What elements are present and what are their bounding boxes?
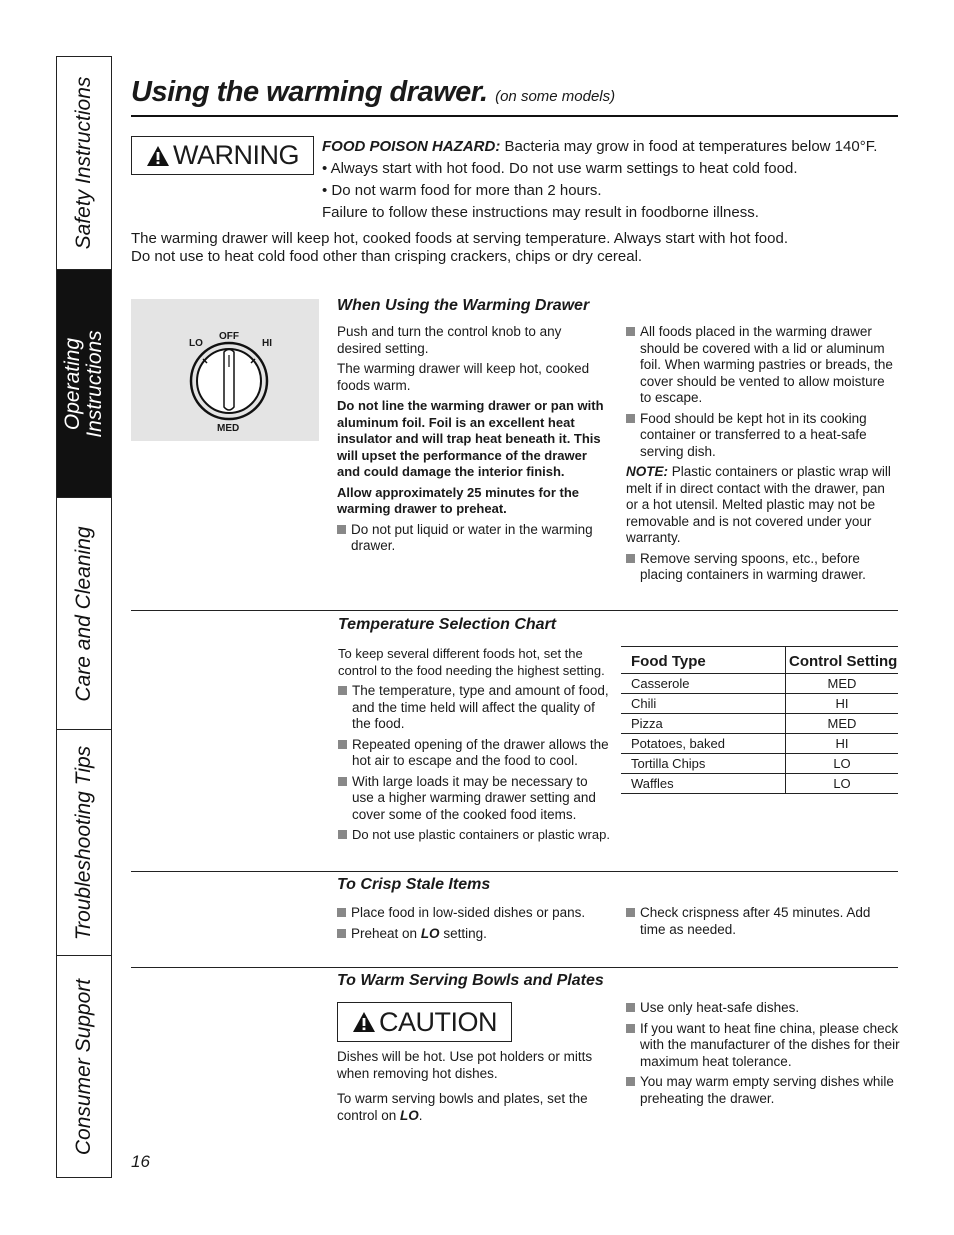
list-item [626,411,898,461]
bullet-icon [626,905,640,938]
crisp-left-column [337,905,612,942]
paragraph-text: . [418,1107,423,1123]
paragraph-text: To warm serving bowls and plates, set the control on [337,1091,588,1123]
table-cell-setting: HI [786,734,899,754]
knob-label-med: MED [217,423,240,434]
list-item [338,774,610,824]
list-item [338,737,610,770]
bullet-icon [337,905,351,922]
list-item [626,1021,904,1071]
warning-bullet: • Do not warm food for more than 2 hours. [322,182,602,199]
using-left-column [337,324,609,555]
warning-text [322,136,902,224]
table-cell-setting: MED [786,714,899,734]
warning-bullet: • Always start with hot food. Do not use warm settings to heat cold food. [322,160,798,177]
table-cell-setting: LO [786,754,899,774]
table-header-food-type: Food Type [621,647,786,674]
temp-left-column [338,646,610,844]
bullet-icon [626,551,640,584]
bullet-icon [338,827,352,844]
tab-troubleshooting-tips[interactable] [57,730,111,956]
table-cell-setting: MED [786,674,899,694]
tab-safety-instructions[interactable] [57,57,111,270]
setting-lo: LO [400,1107,419,1123]
list-item-text: Repeated opening of the drawer allows the hot air to escape and the food to cool. [352,736,609,768]
caution-label [337,1002,512,1042]
note-label: NOTE: [626,464,668,479]
section-divider [131,610,898,611]
list-item-text: All foods placed in the warming drawer should be covered with a lid or aluminum foil. When warming pastries or breads, the cover should be vented to allow moisture to escape. [640,324,893,405]
section-heading: To Crisp Stale Items [337,876,491,893]
table-row [621,734,898,754]
list-item [337,926,612,943]
setting-lo: LO [420,925,440,941]
bullet-icon [626,1074,640,1107]
paragraph: Dishes will be hot. Use pot holders or mitts when removing hot dishes. [337,1049,593,1081]
list-item [626,324,898,407]
using-right-column [626,324,898,584]
list-item [626,905,898,938]
list-item [337,905,612,922]
tab-label [62,330,106,437]
bowls-left-column [337,1049,602,1124]
list-item-text: Remove serving spoons, etc., before placing containers in warming drawer. [640,550,866,582]
table-cell-food: Casserole [621,674,786,694]
list-item-text: setting. [439,925,487,941]
crisp-right-column [626,905,898,938]
bullet-icon [337,522,351,555]
paragraph: Allow approximately 25 minutes for the warming drawer to preheat. [337,484,579,516]
tab-operating-instructions[interactable] [57,270,111,498]
bullet-icon [338,774,352,824]
table-row [621,754,898,774]
section-tabs [56,56,112,1178]
tab-care-and-cleaning[interactable] [57,498,111,730]
list-item-text: Check crispness after 45 minutes. Add time as needed. [640,905,871,937]
list-item-text: Use only heat-safe dishes. [640,1000,800,1015]
intro-line: Do not use to heat cold food other than crisping crackers, chips or dry cereal. [131,247,643,265]
list-item [338,827,610,844]
bullet-icon [337,926,351,943]
warning-icon [146,145,170,167]
list-item-text: Do not put liquid or water in the warming drawer. [351,521,593,553]
section-divider [131,967,898,968]
paragraph: The warming drawer will keep hot, cooked foods warm. [337,361,590,393]
table-cell-food: Waffles [621,774,786,794]
table-cell-food: Potatoes, baked [621,734,786,754]
table-row [621,774,898,794]
section-divider [131,871,898,872]
tab-consumer-support[interactable] [57,956,111,1177]
table-header-control-setting: Control Setting [786,647,899,674]
intro-paragraph [131,230,901,265]
paragraph: Do not line the warming drawer or pan with aluminum foil. Foil is an excellent heat insulator and will trap heat beneath it. This will upset the performance of the drawer and could damage the interior finish. [337,398,604,479]
paragraph: To keep several different foods hot, set the control to the food needing the highest setting. [338,646,605,678]
intro-line: The warming drawer will keep hot, cooked foods at serving temperature. Always start with hot food. [131,230,788,247]
control-knob-illustration [131,299,319,441]
warning-footer: Failure to follow these instructions may result in foodborne illness. [322,204,759,221]
bullet-icon [626,1021,640,1071]
page-title-subtitle: (on some models) [495,88,616,105]
caution-icon [352,1011,376,1033]
warning-label [131,136,314,175]
table-header-row [621,647,898,674]
list-item-text: Do not use plastic containers or plastic wrap. [352,827,610,842]
title-divider [131,115,898,117]
table-row [621,674,898,694]
list-item [626,1074,904,1107]
paragraph: Push and turn the control knob to any desired setting. [337,324,562,356]
table-row [621,714,898,734]
bullet-icon [626,411,640,461]
page-number: 16 [131,1152,150,1171]
note-text: Plastic containers or plastic wrap will melt if in direct contact with the drawer, pan or a hot utensil. Melted plastic may not be removable and is not covered under your warranty. [626,464,891,545]
bowls-right-column [626,1000,904,1107]
caution-word: CAUTION [379,1006,497,1037]
hazard-label: FOOD POISON HAZARD: [322,138,501,155]
list-item-text: Preheat on [351,925,421,941]
table-cell-food: Pizza [621,714,786,734]
list-item [337,522,609,555]
control-knob-icon [131,299,319,441]
tab-label-line1: Operating [61,337,84,430]
temperature-selection-table [621,646,898,794]
paragraph [337,1091,602,1124]
tab-label: Troubleshooting Tips [72,745,95,940]
list-item [626,1000,904,1017]
list-item-text: Food should be kept hot in its cooking container or transferred to a heat-safe serving dish. [640,410,867,459]
tab-label-line2: Instructions [83,329,106,438]
bullet-icon [626,1000,640,1017]
table-cell-food: Tortilla Chips [621,754,786,774]
page-title-main: Using the warming drawer. [131,76,488,108]
table-cell-food: Chili [621,694,786,714]
hazard-text: Bacteria may grow in food at temperatures below 140°F. [500,138,878,155]
bullet-icon [338,737,352,770]
table-cell-setting: HI [786,694,899,714]
bullet-icon [626,324,640,407]
table-cell-setting: LO [786,774,899,794]
list-item-text: You may warm empty serving dishes while preheating the drawer. [640,1074,894,1106]
tab-label: Safety Instructions [72,76,95,250]
section-heading: When Using the Warming Drawer [337,297,590,314]
table-row [621,694,898,714]
page-title [131,76,615,109]
knob-label-lo: LO [189,338,203,349]
knob-label-hi: HI [262,338,272,349]
list-item-text: If you want to heat fine china, please check with the manufacturer of the dishes for their maximum heat tolerance. [640,1020,900,1069]
tab-label: Consumer Support [72,978,95,1155]
section-heading: To Warm Serving Bowls and Plates [337,972,604,989]
note-paragraph [626,464,898,547]
list-item [338,683,610,733]
tab-label: Care and Cleaning [72,525,95,702]
list-item-text: With large loads it may be necessary to use a higher warming drawer setting and cover some of the cooked food items. [352,773,596,822]
warning-word: WARNING [173,140,299,170]
bullet-icon [338,683,352,733]
list-item [626,551,898,584]
list-item-text: Place food in low-sided dishes or pans. [351,905,586,920]
section-heading: Temperature Selection Chart [338,616,557,633]
list-item-text: The temperature, type and amount of food, and the time held will affect the quality of the food. [352,683,609,731]
knob-label-off: OFF [219,331,239,342]
